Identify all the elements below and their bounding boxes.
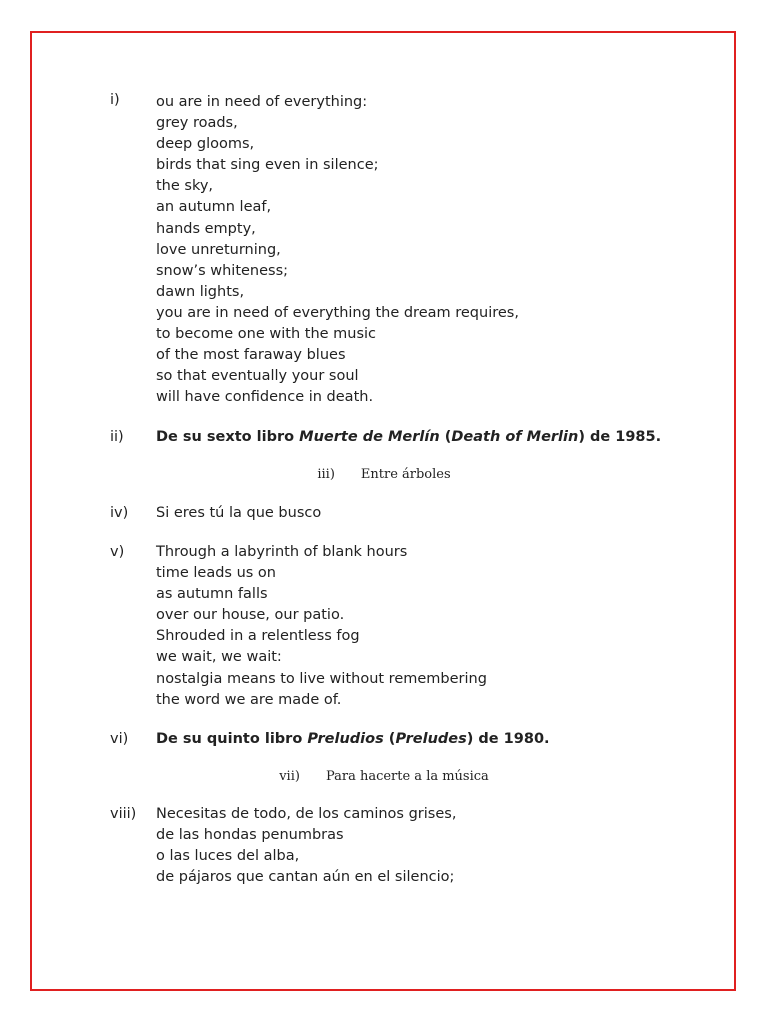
poem-title-item-7 bbox=[0, 767, 768, 787]
poem-line: de pájaros que cantan aún en el silencio; bbox=[156, 869, 455, 886]
poem-line: Through a labyrinth of blank hours bbox=[156, 544, 408, 560]
poem-line: the sky, bbox=[156, 178, 214, 195]
poem-line: an autumn leaf, bbox=[156, 199, 272, 216]
poem-line: dawn lights, bbox=[156, 283, 245, 300]
item-number: v) bbox=[110, 544, 125, 560]
book-heading bbox=[156, 729, 696, 750]
poem-lines bbox=[156, 92, 696, 408]
item-number: ii) bbox=[110, 429, 124, 445]
poem-line: Necesitas de todo, de los caminos grises, bbox=[156, 806, 457, 822]
poem-line: hands empty, bbox=[156, 220, 256, 237]
item-number: viii) bbox=[110, 806, 137, 822]
poem-line: the word we are made of. bbox=[156, 691, 342, 708]
poem-line: of the most faraway blues bbox=[156, 347, 346, 364]
item-number: vi) bbox=[110, 731, 129, 747]
book-title-translation: Preludes bbox=[395, 731, 467, 747]
poem-lines bbox=[156, 804, 696, 888]
book-heading bbox=[156, 427, 696, 448]
heading-text: De su quinto libro bbox=[156, 731, 308, 747]
poem-title-item-3 bbox=[0, 465, 768, 485]
poem-line: we wait, we wait: bbox=[156, 649, 282, 666]
book-title: Preludios bbox=[307, 731, 384, 747]
poem-line: Si eres tú la que busco bbox=[156, 505, 322, 521]
poem-line: nostalgia means to live without remembering bbox=[156, 670, 487, 687]
poem-title: Entre árboles bbox=[360, 467, 451, 482]
poem-line: grey roads, bbox=[156, 115, 238, 132]
heading-text: ( bbox=[383, 731, 396, 747]
heading-text: ( bbox=[439, 429, 452, 445]
heading-text: De su sexto libro bbox=[156, 429, 300, 445]
book-title: Muerte de Merlín bbox=[299, 429, 440, 445]
poem-line: Shrouded in a relentless fog bbox=[156, 628, 360, 645]
heading-text: ) de 1980. bbox=[466, 731, 550, 747]
item-number: iii) bbox=[317, 467, 335, 482]
poem-line: ou are in need of everything: bbox=[156, 94, 368, 110]
poem-line: o las luces del alba, bbox=[156, 848, 300, 865]
poem-line: over our house, our patio. bbox=[156, 607, 345, 624]
poem-line: time leads us on bbox=[156, 565, 276, 582]
poem-title: Para hacerte a la música bbox=[325, 769, 489, 784]
poem-line: de las hondas penumbras bbox=[156, 827, 344, 844]
heading-text: ) de 1985. bbox=[578, 429, 662, 445]
poem-line: will have confidence in death. bbox=[156, 389, 374, 406]
poem-line: to become one with the music bbox=[156, 326, 377, 343]
poem-lines bbox=[156, 542, 696, 711]
item-number: iv) bbox=[110, 505, 129, 521]
poem-line: snow’s whiteness; bbox=[156, 262, 289, 279]
book-title-translation: Death of Merlin bbox=[451, 429, 579, 445]
poem-lines bbox=[156, 503, 696, 524]
poem-line: birds that sing even in silence; bbox=[156, 157, 379, 174]
item-number: i) bbox=[110, 92, 120, 108]
poem-line: as autumn falls bbox=[156, 586, 268, 603]
poem-line: love unreturning, bbox=[156, 241, 281, 258]
poem-line: you are in need of everything the dream requires, bbox=[156, 304, 519, 321]
poem-line: so that eventually your soul bbox=[156, 368, 359, 385]
item-number: vii) bbox=[279, 769, 300, 784]
poem-line: deep glooms, bbox=[156, 136, 255, 153]
